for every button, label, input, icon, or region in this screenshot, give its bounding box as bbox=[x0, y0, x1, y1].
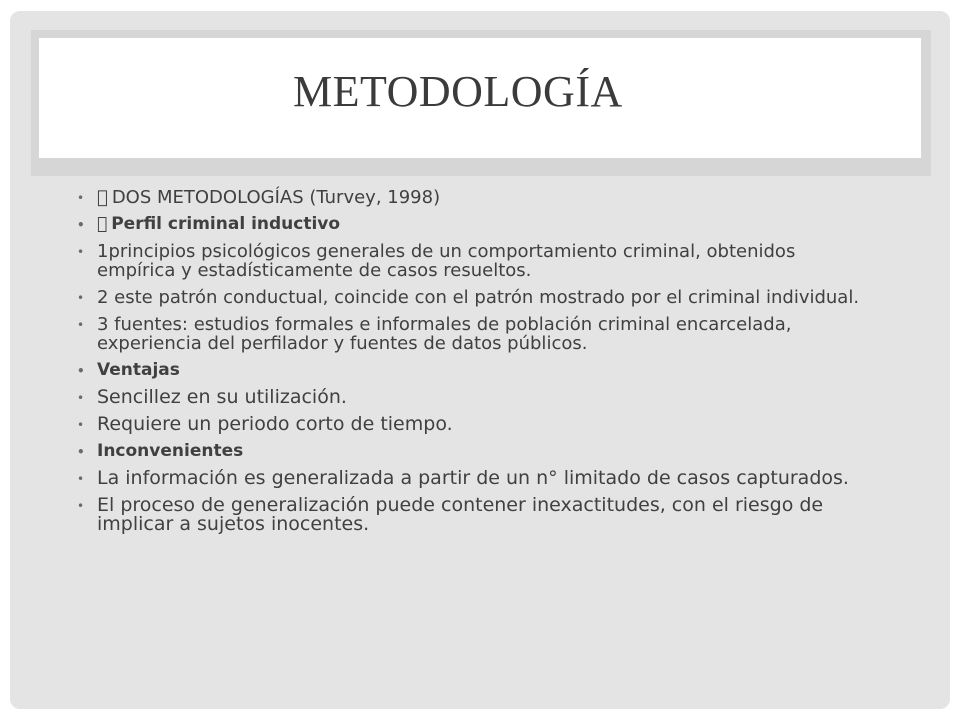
bullet-text: Perfil criminal inductivo bbox=[101, 214, 330, 234]
symbol-icon bbox=[97, 214, 107, 234]
bullet-item bbox=[75, 361, 865, 380]
bullet-dot-icon: • bbox=[77, 499, 85, 513]
bullet-dot-icon: • bbox=[77, 472, 85, 486]
symbol-icon bbox=[97, 187, 108, 208]
bullet-text: Sencillez en su utilización. bbox=[97, 386, 347, 408]
bullet-item bbox=[75, 188, 865, 207]
bullet-dot-icon: • bbox=[77, 391, 85, 405]
bullet-item bbox=[75, 215, 865, 234]
bullet-dot-icon: • bbox=[77, 218, 85, 232]
bullet-dot-icon: • bbox=[77, 318, 85, 332]
bullet-item bbox=[75, 469, 865, 488]
bullet-text: Ventajas bbox=[97, 360, 180, 380]
bullet-dot-icon: • bbox=[77, 418, 85, 432]
bullet-text: Inconvenientes bbox=[97, 441, 244, 461]
bullet-text: La información es generalizada a partir de un n° limitado de casos capturados. bbox=[97, 467, 849, 489]
bullet-item bbox=[75, 442, 865, 461]
bullet-text: El proceso de generalización puede contener inexactitudes, con el riesgo de implicar a sujetos inocentes. bbox=[97, 494, 824, 535]
bullet-dot-icon: • bbox=[77, 445, 85, 459]
bullet-dot-icon: • bbox=[77, 364, 85, 378]
bullet-item bbox=[75, 315, 865, 353]
bullet-item bbox=[75, 388, 865, 407]
bullet-list bbox=[75, 188, 865, 542]
bullet-item bbox=[75, 288, 865, 307]
title-frame bbox=[31, 30, 931, 176]
bullet-text: 1principios psicológicos generales de un comportamiento criminal, obtenidos empírica y estadísticamente de casos resueltos. bbox=[97, 241, 796, 281]
bullet-dot-icon: • bbox=[77, 245, 85, 259]
bullet-item bbox=[75, 415, 865, 434]
bullet-text: DOS METODOLOGÍAS (Turvey, 1998) bbox=[101, 187, 430, 208]
bullet-text: 3 fuentes: estudios formales e informales de población criminal encarcelada, experiencia del perfilador y fuentes de datos públicos. bbox=[97, 314, 792, 354]
bullet-item bbox=[75, 496, 865, 534]
bullet-dot-icon: • bbox=[77, 291, 85, 305]
slide bbox=[10, 11, 950, 709]
slide-title: METODOLOGÍA bbox=[293, 67, 623, 116]
bullet-item bbox=[75, 242, 865, 280]
bullet-dot-icon: • bbox=[77, 191, 85, 205]
bullet-text: Requiere un periodo corto de tiempo. bbox=[97, 413, 453, 435]
bullet-text: 2 este patrón conductual, coincide con el patrón mostrado por el criminal individual. bbox=[97, 287, 860, 308]
